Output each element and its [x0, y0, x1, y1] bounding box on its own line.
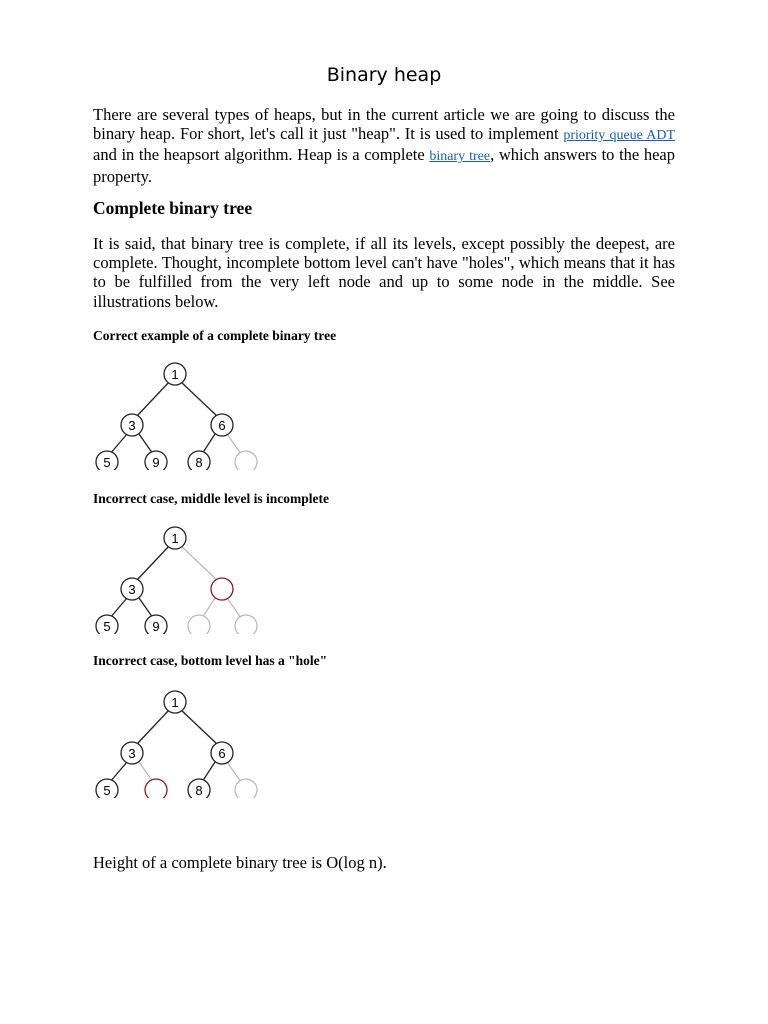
node-left-label: 3	[128, 582, 136, 597]
edge-right-rl	[202, 434, 215, 454]
edge-left-ll	[110, 762, 127, 782]
edge-root-right	[180, 381, 217, 416]
node-rr-empty	[235, 451, 257, 470]
figure-caption-correct: Correct example of a complete binary tree	[93, 328, 337, 343]
intro-text-2: and in the heapsort algorithm. Heap is a complete	[93, 145, 430, 165]
edge-right-rl	[202, 762, 215, 782]
complete-tree-diagram	[88, 358, 268, 470]
edge-root-left	[137, 545, 170, 580]
intro-text-1: There are several types of heaps, but in the current article we are going to discuss the binary heap. For short, let's call it just "heap". It is used to implement	[93, 105, 675, 144]
node-right-missing	[211, 578, 233, 600]
node-right-label: 6	[218, 418, 226, 433]
priority-queue-link[interactable]: priority queue ADT	[563, 128, 676, 144]
figure-caption-bottom-hole: Incorrect case, bottom level has a "hole"	[93, 653, 328, 668]
node-lr-label: 9	[152, 619, 160, 634]
node-ll-label: 5	[103, 619, 111, 634]
page-title: Binary heap	[326, 64, 442, 86]
edge-left-lr	[139, 434, 153, 454]
node-rr-empty	[235, 615, 257, 634]
bottom-hole-tree-diagram	[88, 686, 268, 798]
node-left-label: 3	[128, 418, 136, 433]
edge-left-ll	[110, 434, 127, 454]
binary-tree-link[interactable]: binary tree	[429, 149, 491, 165]
node-lr-label: 9	[152, 455, 160, 470]
node-rl-empty	[188, 615, 210, 634]
node-rl-label: 8	[195, 455, 203, 470]
edge-right-rr	[227, 598, 241, 618]
edge-left-lr	[139, 598, 153, 618]
edge-root-left	[137, 709, 170, 744]
node-right-label: 6	[218, 746, 226, 761]
node-root-label: 1	[171, 531, 179, 546]
node-ll-label: 5	[103, 455, 111, 470]
figure-caption-middle-incomplete: Incorrect case, middle level is incomplete	[93, 491, 329, 506]
intro-text-3: , which answers to the heap property.	[93, 145, 676, 186]
edge-root-left	[137, 381, 170, 416]
edge-root-right	[180, 545, 217, 580]
complete-tree-paragraph: It is said, that binary tree is complete, if all its levels, except possibly the deepest, are complete. Thought, incomplete bottom level can't have "holes", which means that it has to be fulfilled from the very left node and up to some node in the middle. See illustrations below.	[93, 234, 675, 311]
node-rl-label: 8	[195, 783, 203, 798]
edge-right-rr	[227, 434, 241, 454]
node-rr-empty	[235, 779, 257, 798]
height-statement: Height of a complete binary tree is O(log n).	[93, 853, 387, 872]
node-root-label: 1	[171, 695, 179, 710]
intro-paragraph	[93, 105, 675, 186]
node-ll-label: 5	[103, 783, 111, 798]
node-left-label: 3	[128, 746, 136, 761]
section-heading: Complete binary tree	[93, 198, 253, 218]
middle-incomplete-tree-diagram	[88, 522, 268, 634]
node-root-label: 1	[171, 367, 179, 382]
edge-right-rr	[227, 762, 241, 782]
edge-right-rl	[202, 598, 215, 618]
edge-left-ll	[110, 598, 127, 618]
edge-root-right	[180, 709, 217, 744]
node-lr-hole	[145, 779, 167, 798]
edge-left-lr	[139, 762, 153, 782]
